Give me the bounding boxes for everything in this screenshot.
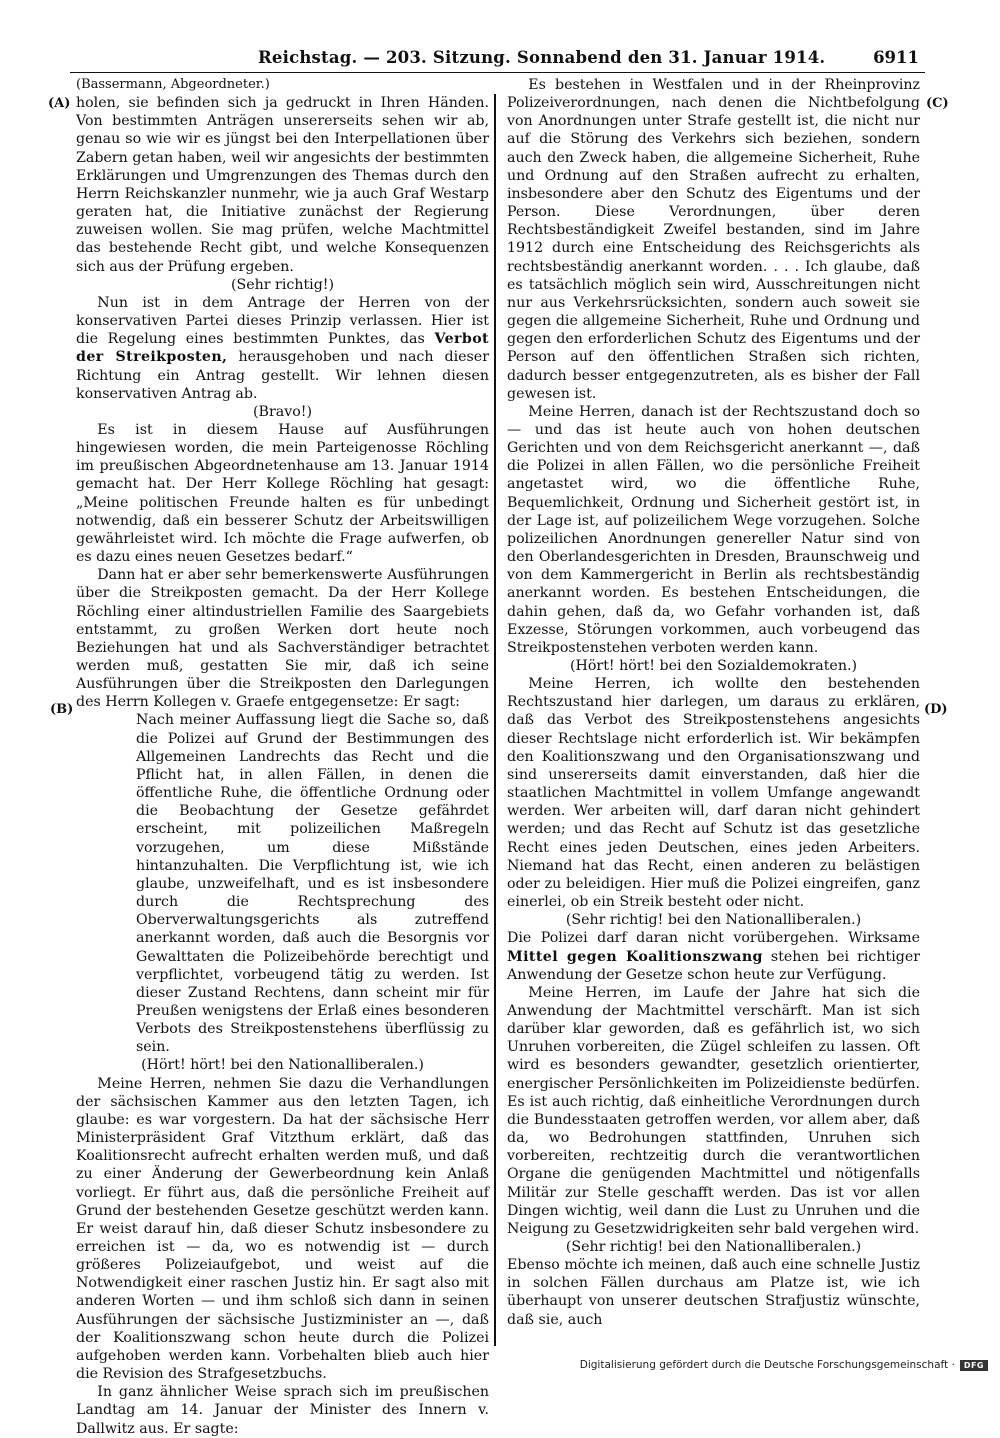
header-title: Reichstag. — 203. Sitzung. Sonnabend den 31. Januar 1914. — [258, 48, 826, 67]
margin-marker-c: (C) — [926, 96, 949, 111]
text-run: stehen bei richtiger Anwendung der Gesetze schon heute zur Verfügung. — [507, 948, 920, 983]
paragraph: Meine Herren, danach ist der Rechtszustand doch so — und das ist heute auch von hohen deutschen Gerichten und von dem Reichsgericht anerkannt —, daß die Polizei in allen Fällen, wo die persönliche Freiheit angetastet wird, wo die öffentliche Ruhe, Bequemlichkeit, Ordnung und Sicherheit gestört ist, in der Lage ist, auf polizeilichem Wege vorzugehen. Solche polizeilichen Anordnungen genereller Natur sind von den Oberlandesgerichten in Dresden, Braunschweig und von dem Kammergericht in Berlin als rechtsbeständig anerkannt worden. Es bestehen Entscheidungen, die dahin gehen, daß da, wo Gefahr vorhanden ist, daß Exzesse, Störungen vorkommen, auch vorbeugend das Streikpostenstehen verboten werden kann. — [507, 403, 920, 656]
paragraph — [76, 294, 489, 403]
column-divider — [494, 94, 496, 1346]
text-run: Die Polizei darf daran nicht vorübergehen. Wirksame — [507, 930, 920, 947]
text-run: herausgehoben und nach dieser Richtung ein Antrag gestellt. Wir lehnen diesen konservativen Antrag ab. — [76, 349, 489, 402]
paragraph: holen, sie befinden sich ja gedruckt in Ihren Händen. Von bestimmten Anträgen unsererseits sehen wir ab, genau so wie wir es jüngst bei den Interpellationen über Zabern getan haben, weil wir angesichts der bestimmten Erklärungen und Umgrenzungen des Themas durch den Herrn Reichskanzler nunmehr, wie ja auch Graf Westarp geraten hat, die Initiative zunächst der Regierung zuweisen wollen. Sie mag prüfen, welche Machtmittel das bestehende Recht gibt, und welche Konsequenzen sich aus der Prüfung ergeben. — [76, 95, 489, 275]
quotation: Es bestehen in Westfalen und in der Rheinprovinz Polizeiverordnungen, nach denen die Nichtbefolgung von Anordnungen unter Strafe gestellt ist, die nicht nur auf die Störung des Verkehrs sich beziehen, sondern auch den Zweck haben, die allgemeine Sicherheit, Ruhe und Ordnung auf den Straßen aufrecht zu erhalten, insbesondere aber den Schutz des Eigentums und der Person. Diese Verordnungen, über deren Rechtsbeständigkeit Zweifel bestanden, sind im Jahre 1912 durch eine Entscheidung des Reichsgerichts als rechtsbeständig anerkannt worden. . . . Ich glaube, daß es tatsächlich möglich sein wird, Ausschreitungen nicht nur aus Verkehrsrücksichten, sondern auch soweit sie gegen die allgemeine Sicherheit, Ruhe und Ordnung und gegen den erforderlichen Schutz des Eigentums und der Person auf den öffentlichen Straßen sich richten, dadurch besser entgegenzutreten, als es bisher der Fall gewesen ist. — [507, 77, 920, 402]
interjection: (Sehr richtig!) — [230, 276, 335, 293]
paragraph: Ebenso möchte ich meinen, daß auch eine schnelle Justiz in solchen Fällen durchaus am Platze ist, wie ich überhaupt von unserer deutschen Strafjustiz wünschte, daß sie, auch — [507, 1257, 920, 1328]
page-header — [70, 46, 925, 73]
dfg-logo-icon: DFG — [960, 1360, 988, 1371]
text-run: Nun ist in dem Antrage der Herren von der konservativen Partei dieses Prinzip verlassen. Hier ist die Regelung eines bestimmten Punktes, das — [76, 294, 489, 348]
paragraph: Meine Herren, nehmen Sie dazu die Verhandlungen der sächsischen Kammer aus den letzten Tagen, ich glaube: es war vorgestern. Da hat der sächsische Herr Ministerpräsident Graf Vitzthum erklärt, daß das Koalitionsrecht aufrecht erhalten werden muß, und daß zu einer Änderung der Gewerbeordnung kein Anlaß vorliegt. Er führt aus, daß die persönliche Freiheit auf Grund der bestehenden Gesetze geschützt werden kann. Er weist darauf hin, daß dieser Schutz insbesondere zu erreichen ist — da, wo es notwendig ist — durch größeres Polizeiaufgebot, und weist auf die Notwendigkeit einer raschen Justiz hin. Er sagt also mit anderen Worten — und ihm schloß sich dann in seinen Ausführungen der sächsische Justizminister an —, daß der Koalitionszwang schon heute durch die Polizei aufgehoben werden kann. Vorbehalten blieb auch hier die Revision des Strafgesetzbuchs. — [76, 1075, 489, 1383]
interjection: (Sehr richtig! bei den Nationalliberalen.) — [565, 1239, 862, 1255]
paragraph: Es ist in diesem Hause auf Ausführungen hingewiesen worden, die mein Parteigenosse Röchling im preußischen Abgeordnetenhause am 13. Januar 1914 gemacht hat. Der Herr Kollege Röchling hat gesagt: „Meine politischen Freunde halten es für unbedingt notwendig, daß ein besserer Schutz der Arbeitswilligen gewährleistet wird. Ich möchte die Frage aufwerfen, ob es dazu eines neuen Gesetzes bedarf.“ — [76, 421, 489, 566]
left-column — [76, 76, 489, 1438]
speaker-label: (Bassermann, Abgeordneter.) — [76, 77, 270, 92]
page-number: 6911 — [873, 48, 919, 67]
interjection: (Hört! hört! bei den Nationalliberalen.) — [141, 1057, 424, 1074]
margin-marker-a: (A) — [48, 96, 71, 111]
emphasis-text: Mittel gegen Koalitionszwang — [507, 948, 763, 965]
paragraph: In ganz ähnlicher Weise sprach sich im preußischen Landtag am 14. Januar der Minister des Innern v. Dallwitz aus. Er sagte: — [76, 1384, 489, 1437]
footer-text: Digitalisierung gefördert durch die Deutsche Forschungsgemeinschaft · — [579, 1359, 955, 1371]
paragraph: Meine Herren, ich wollte den bestehenden Rechtszustand hier darlegen, um daraus zu erklären, daß das Verbot des Streikpostenstehens angesichts dieser Rechtslage nicht erforderlich ist. Wir bekämpfen den Koalitionszwang und den Organisationszwang und sind unsererseits damit einverstanden, daß hier die staatlichen Machtmittel in vollem Umfange angewandt werden. Wer arbeiten will, darf daran nicht gehindert werden; und das Recht auf Schutz ist das gesetzliche Recht eines jeden Deutschen, eines jeden Arbeiters. Niemand hat das Recht, einen anderen zu belästigen oder zu beleidigen. Hier muß die Polizei eingreifen, ganz einerlei, ob ein Streik besteht oder nicht. — [507, 676, 920, 911]
right-column — [507, 76, 920, 1329]
paragraph: Meine Herren, im Laufe der Jahre hat sich die Anwendung der Machtmittel verschärft. Man ist sich darüber klar geworden, daß es gefährlich ist, wo sich Unruhen vorbereiten, die Zügel schleifen zu lassen. Oft wird es besonders gewandter, gesetzlich orientierter, energischer Persönlichkeiten im Polizeidienste bedürfen. Es ist auch richtig, daß einheitliche Verordnungen durch die Bundesstaaten getroffen werden, vor allem aber, daß da, wo Bedrohungen stattfinden, Unruhen sich vorbereiten, rechtzeitig durch die verantwortlichen Organe die genügenden Machtmittel und nötigenfalls Militär zur Stelle geschafft werden. Das ist vor allen Dingen wichtig, weil dann die Lust zu Unruhen und die Neigung zu Gesetzwidrigkeiten sehr bald vergehen wird. — [507, 984, 920, 1237]
interjection: (Sehr richtig! bei den Nationalliberalen.) — [565, 912, 862, 929]
margin-marker-b: (B) — [50, 702, 74, 717]
interjection: (Hört! hört! bei den Sozialdemokraten.) — [569, 658, 858, 674]
margin-marker-d: (D) — [924, 702, 948, 717]
paragraph — [507, 929, 920, 983]
paragraph: Dann hat er aber sehr bemerkenswerte Ausführungen über die Streikposten gemacht. Da der Herr Kollege Röchling einer altindustriellen Familie des Saargebiets entstammt, zu großen Werken dort heute noch Beziehungen hat und als Sachverständiger betrachtet werden muß, gestatten Sie mir, daß ich seine Ausführungen über die Streikposten den Darlegungen des Herrn Kollegen v. Graefe entgegensetze: Er sagt: — [76, 567, 489, 711]
quotation: Nach meiner Auffassung liegt die Sache so, daß die Polizei auf Grund der Bestimmungen des Allgemeinen Landrechts das Recht und die Pflicht hat, in allen Fällen, in denen die öffentliche Ruhe, die öffentliche Ordnung oder die Beobachtung der Gesetze gefährdet erscheint, mit polizeilichen Maßregeln vorzugehen, um diese Mißstände hintanzuhalten. Die Verpflichtung ist, wie ich glaube, unzweifelhaft, und es ist insbesondere durch die Rechtsprechung des Oberverwaltungsgerichts als zutreffend anerkannt worden, daß auch die Besorgnis vor Gewalttaten die Polizeibehörde berechtigt und verpflichtet, vorbeugend tätig zu werden. Ist dieser Zustand Rechtens, dann scheint mir für Preußen wenigstens der Erlaß eines besonderen Verbots des Streikpostenstehens überflüssig zu sein. — [136, 712, 489, 1056]
interjection: (Bravo!) — [253, 403, 312, 420]
footer-credit — [580, 1359, 988, 1371]
emphasis-text: Verbot der Streikposten, — [76, 331, 490, 366]
